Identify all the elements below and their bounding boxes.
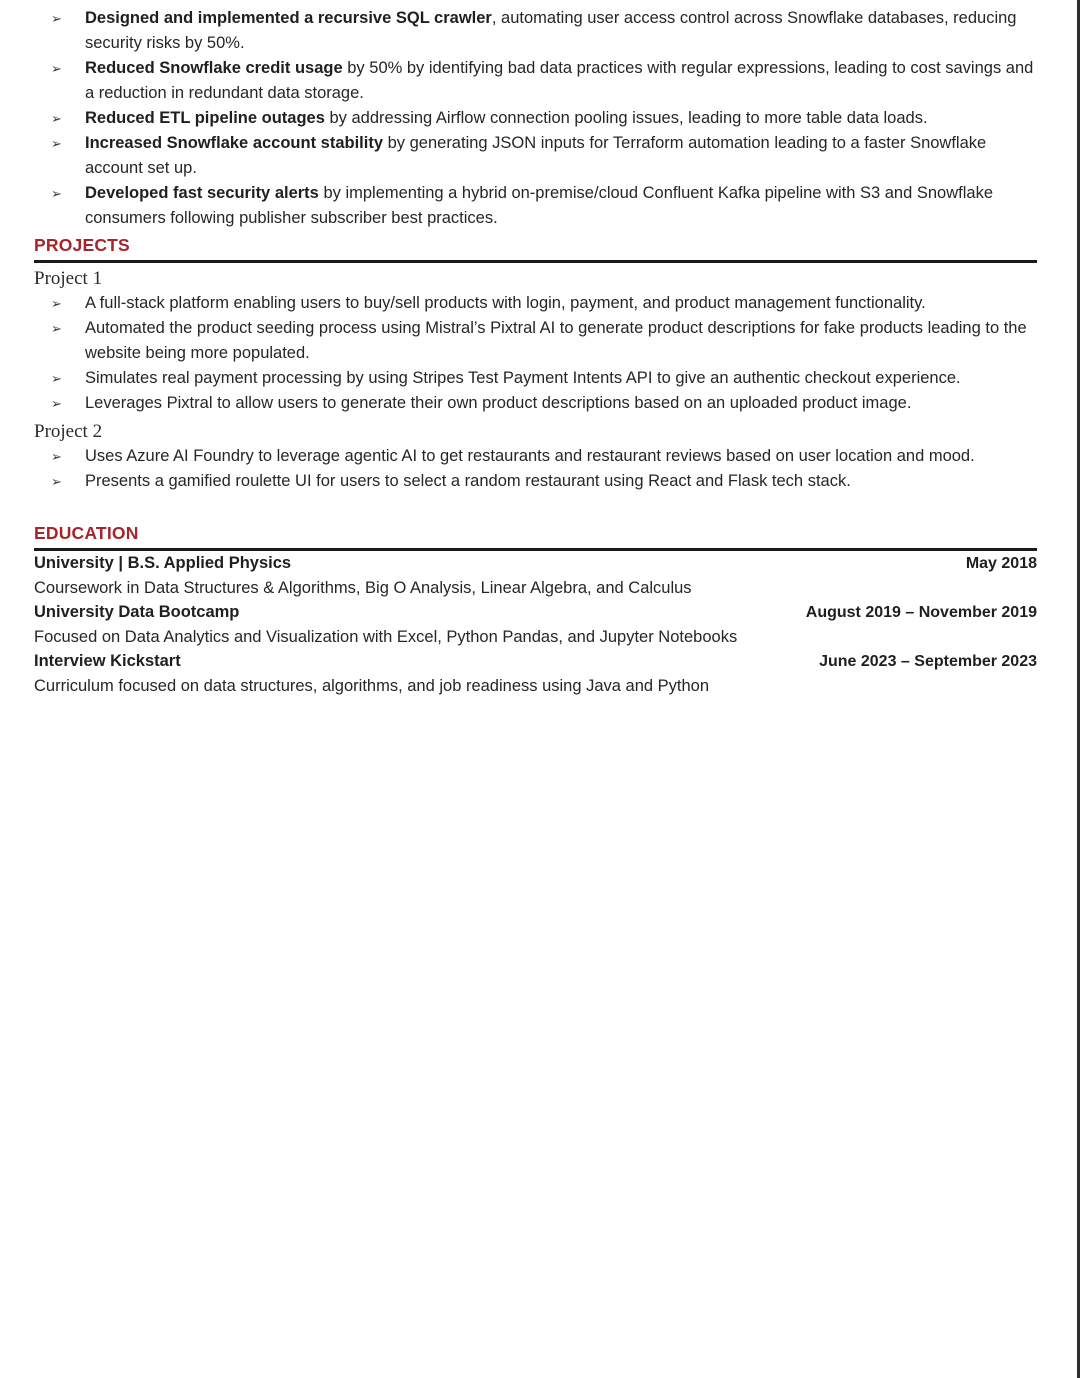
list-item (34, 316, 1037, 366)
bullet-text: Developed fast security alerts by implementing a hybrid on-premise/cloud Confluent Kafka pipeline with S3 and Snowflake consumers following publisher subscriber best practices. (85, 184, 993, 227)
bullet-text: Designed and implemented a recursive SQL crawler, automating user access control across Snowflake databases, reducing security risks by 50%. (85, 9, 1017, 52)
arrow-bullet-icon: ➢ (51, 61, 62, 76)
education-entry-title: University Data Bootcamp (34, 603, 240, 621)
education-entry-date: June 2023 – September 2023 (819, 653, 1037, 670)
list-item (34, 366, 1037, 391)
list-item (34, 181, 1037, 231)
arrow-bullet-icon: ➢ (51, 474, 62, 489)
arrow-bullet-icon: ➢ (51, 371, 62, 386)
projects-section-heading: PROJECTS (34, 235, 130, 255)
list-item (34, 444, 1037, 469)
education-entry-description: Focused on Data Analytics and Visualization with Excel, Python Pandas, and Jupyter Notebooks (34, 628, 738, 646)
arrow-bullet-icon: ➢ (51, 111, 62, 126)
bullet-text: A full-stack platform enabling users to buy/sell products with login, payment, and product management functionality. (85, 294, 926, 312)
experience-bullet-list (34, 6, 1037, 231)
education-entry (34, 551, 1037, 600)
education-entry-date: August 2019 – November 2019 (805, 604, 1037, 621)
bullet-text: Reduced Snowflake credit usage by 50% by identifying bad data practices with regular expressions, leading to cost savings and a reduction in redundant data storage. (85, 59, 1034, 102)
education-section-heading: EDUCATION (34, 523, 139, 543)
education-entry (34, 649, 1037, 698)
bullet-text: Simulates real payment processing by using Stripes Test Payment Intents API to give an authentic checkout experience. (85, 369, 961, 387)
arrow-bullet-icon: ➢ (51, 11, 62, 26)
project-1-title: Project 1 (34, 268, 103, 289)
education-entry-description: Curriculum focused on data structures, algorithms, and job readiness using Java and Python (34, 677, 710, 695)
arrow-bullet-icon: ➢ (51, 396, 62, 411)
list-item (34, 56, 1037, 106)
project-2-bullet-list (34, 444, 1037, 494)
education-entry (34, 600, 1037, 649)
bullet-text: Automated the product seeding process using Mistral’s Pixtral AI to generate product descriptions for fake products leading to the website being more populated. (85, 319, 1027, 362)
bullet-text: Leverages Pixtral to allow users to generate their own product descriptions based on an uploaded product image. (85, 394, 912, 412)
arrow-bullet-icon: ➢ (51, 296, 62, 311)
arrow-bullet-icon: ➢ (51, 136, 62, 151)
bullet-text: Increased Snowflake account stability by generating JSON inputs for Terraform automation leading to a faster Snowflake account set up. (85, 134, 987, 177)
education-entry-description: Coursework in Data Structures & Algorithms, Big O Analysis, Linear Algebra, and Calculus (34, 579, 692, 597)
education-entry-date: May 2018 (965, 555, 1037, 572)
list-item (34, 391, 1037, 416)
education-entry-title: Interview Kickstart (34, 652, 181, 670)
list-item (34, 469, 1037, 494)
section-divider (34, 260, 1037, 263)
project-2-title: Project 2 (34, 421, 103, 442)
bullet-text: Presents a gamified roulette UI for users to select a random restaurant using React and Flask tech stack. (85, 472, 851, 490)
project-1-bullet-list (34, 291, 1037, 416)
bullet-text: Uses Azure AI Foundry to leverage agentic AI to get restaurants and restaurant reviews based on user location and mood. (85, 447, 975, 465)
list-item (34, 291, 1037, 316)
list-item (34, 131, 1037, 181)
list-item (34, 6, 1037, 56)
arrow-bullet-icon: ➢ (51, 449, 62, 464)
arrow-bullet-icon: ➢ (51, 321, 62, 336)
arrow-bullet-icon: ➢ (51, 186, 62, 201)
bullet-text: Reduced ETL pipeline outages by addressing Airflow connection pooling issues, leading to more table data loads. (85, 109, 928, 127)
education-entry-title: University | B.S. Applied Physics (34, 554, 292, 572)
list-item (34, 106, 1037, 131)
